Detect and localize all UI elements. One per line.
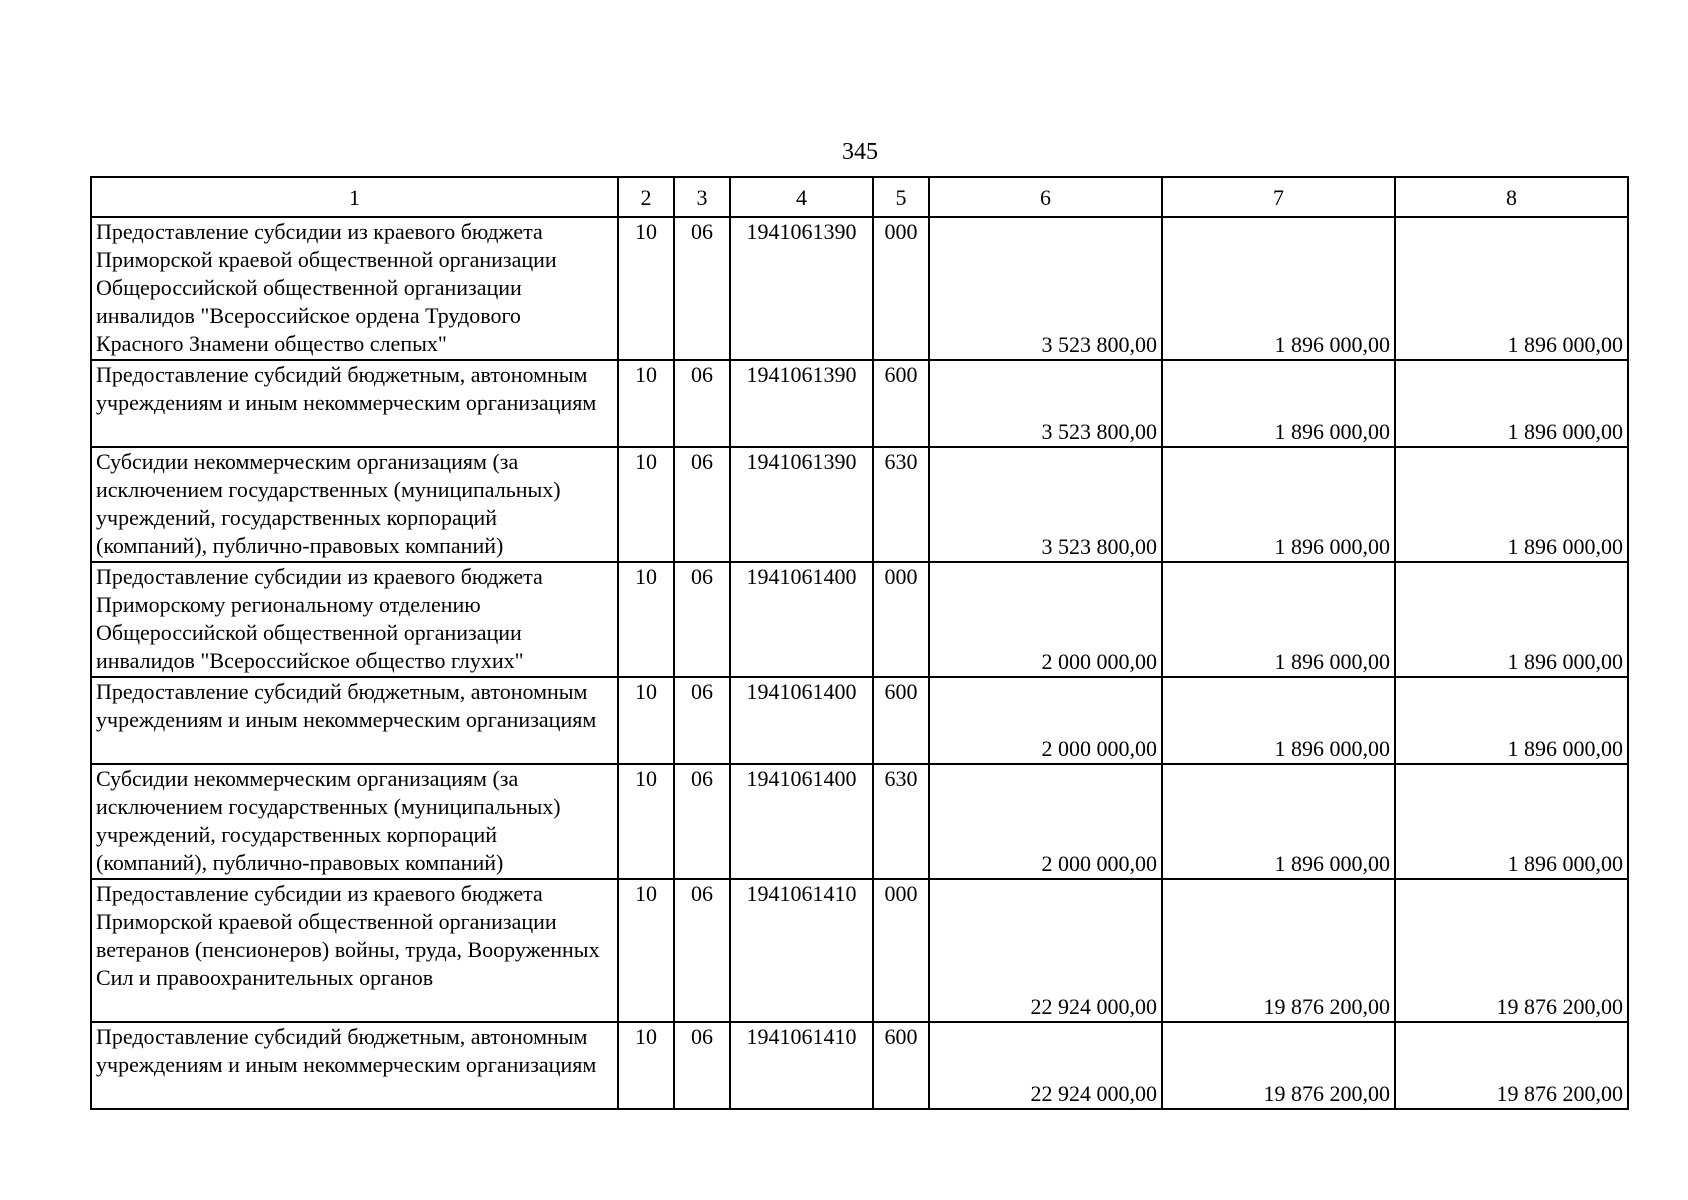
section-code: 10 — [618, 360, 674, 447]
section-code: 10 — [618, 879, 674, 1022]
target-article-code: 1941061400 — [730, 677, 873, 764]
amount-col8: 19 876 200,00 — [1395, 1022, 1628, 1109]
amount-col6: 3 523 800,00 — [929, 217, 1162, 360]
row-name: Предоставление субсидии из краевого бюджета Приморской краевой общественной организации Общероссийской общественной организации инвалидов "Всероссийское ордена Трудового Красного Знамени общество слепых" — [91, 217, 618, 360]
column-header: 8 — [1395, 177, 1628, 217]
section-code: 10 — [618, 562, 674, 677]
column-header: 5 — [873, 177, 929, 217]
amount-col6: 22 924 000,00 — [929, 879, 1162, 1022]
budget-table — [90, 176, 1629, 1110]
amount-col6: 22 924 000,00 — [929, 1022, 1162, 1109]
target-article-code: 1941061390 — [730, 217, 873, 360]
target-article-code: 1941061400 — [730, 764, 873, 879]
section-code: 10 — [618, 217, 674, 360]
row-name: Предоставление субсидий бюджетным, автономным учреждениям и иным некоммерческим организациям — [91, 1022, 618, 1109]
table-row — [91, 1022, 1628, 1109]
amount-col8: 1 896 000,00 — [1395, 764, 1628, 879]
amount-col6: 2 000 000,00 — [929, 562, 1162, 677]
row-name: Предоставление субсидий бюджетным, автономным учреждениям и иным некоммерческим организациям — [91, 360, 618, 447]
expense-type-code: 600 — [873, 360, 929, 447]
section-code: 10 — [618, 764, 674, 879]
expense-type-code: 600 — [873, 1022, 929, 1109]
subsection-code: 06 — [674, 677, 730, 764]
target-article-code: 1941061410 — [730, 879, 873, 1022]
target-article-code: 1941061400 — [730, 562, 873, 677]
amount-col7: 1 896 000,00 — [1162, 447, 1395, 562]
column-header: 3 — [674, 177, 730, 217]
table-row — [91, 217, 1628, 360]
expense-type-code: 000 — [873, 879, 929, 1022]
amount-col7: 1 896 000,00 — [1162, 360, 1395, 447]
amount-col8: 19 876 200,00 — [1395, 879, 1628, 1022]
amount-col8: 1 896 000,00 — [1395, 447, 1628, 562]
section-code: 10 — [618, 447, 674, 562]
amount-col7: 19 876 200,00 — [1162, 1022, 1395, 1109]
subsection-code: 06 — [674, 217, 730, 360]
target-article-code: 1941061390 — [730, 360, 873, 447]
expense-type-code: 630 — [873, 764, 929, 879]
column-header: 6 — [929, 177, 1162, 217]
column-header: 2 — [618, 177, 674, 217]
amount-col8: 1 896 000,00 — [1395, 677, 1628, 764]
amount-col7: 1 896 000,00 — [1162, 677, 1395, 764]
subsection-code: 06 — [674, 360, 730, 447]
table-row — [91, 764, 1628, 879]
page-number: 345 — [842, 139, 878, 165]
expense-type-code: 630 — [873, 447, 929, 562]
amount-col8: 1 896 000,00 — [1395, 562, 1628, 677]
expense-type-code: 600 — [873, 677, 929, 764]
table-row — [91, 677, 1628, 764]
section-code: 10 — [618, 1022, 674, 1109]
column-header: 7 — [1162, 177, 1395, 217]
table-row — [91, 447, 1628, 562]
expense-type-code: 000 — [873, 562, 929, 677]
amount-col7: 1 896 000,00 — [1162, 217, 1395, 360]
row-name: Субсидии некоммерческим организациям (за исключением государственных (муниципальных) учреждений, государственных корпораций (компаний), публично-правовых компаний) — [91, 764, 618, 879]
column-header: 1 — [91, 177, 618, 217]
amount-col6: 3 523 800,00 — [929, 447, 1162, 562]
amount-col7: 1 896 000,00 — [1162, 562, 1395, 677]
amount-col8: 1 896 000,00 — [1395, 217, 1628, 360]
section-code: 10 — [618, 677, 674, 764]
row-name: Предоставление субсидий бюджетным, автономным учреждениям и иным некоммерческим организациям — [91, 677, 618, 764]
subsection-code: 06 — [674, 562, 730, 677]
subsection-code: 06 — [674, 1022, 730, 1109]
amount-col6: 2 000 000,00 — [929, 764, 1162, 879]
amount-col6: 3 523 800,00 — [929, 360, 1162, 447]
table-row — [91, 879, 1628, 1022]
subsection-code: 06 — [674, 764, 730, 879]
target-article-code: 1941061390 — [730, 447, 873, 562]
row-name: Предоставление субсидии из краевого бюджета Приморскому региональному отделению Общероссийской общественной организации инвалидов "Всероссийское общество глухих" — [91, 562, 618, 677]
amount-col6: 2 000 000,00 — [929, 677, 1162, 764]
target-article-code: 1941061410 — [730, 1022, 873, 1109]
table-row — [91, 562, 1628, 677]
expense-type-code: 000 — [873, 217, 929, 360]
column-header: 4 — [730, 177, 873, 217]
table-row — [91, 360, 1628, 447]
subsection-code: 06 — [674, 447, 730, 562]
subsection-code: 06 — [674, 879, 730, 1022]
amount-col7: 1 896 000,00 — [1162, 764, 1395, 879]
amount-col7: 19 876 200,00 — [1162, 879, 1395, 1022]
row-name: Субсидии некоммерческим организациям (за исключением государственных (муниципальных) учреждений, государственных корпораций (компаний), публично-правовых компаний) — [91, 447, 618, 562]
row-name: Предоставление субсидии из краевого бюджета Приморской краевой общественной организации ветеранов (пенсионеров) войны, труда, Вооруженных Сил и правоохранительных органов — [91, 879, 618, 1022]
header-row — [91, 177, 1628, 217]
amount-col8: 1 896 000,00 — [1395, 360, 1628, 447]
